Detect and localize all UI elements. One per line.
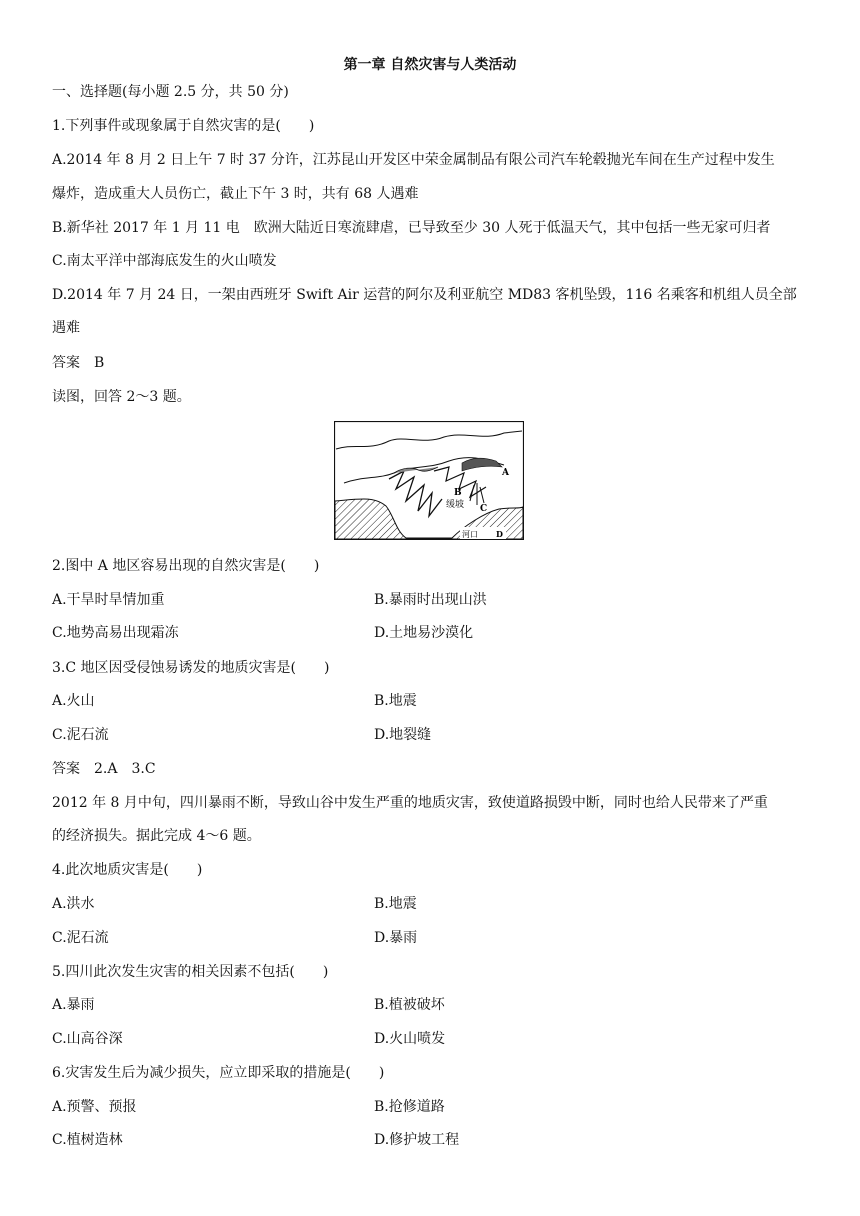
q3-option-c: C.泥石流 (52, 727, 109, 743)
label-c: C (480, 504, 488, 514)
q3-stem: 3.C 地区因受侵蚀易诱发的地质灾害是( ) (52, 660, 330, 676)
q4-option-a: A.洪水 (52, 896, 95, 912)
intro-q2-q3: 读图，回答 2～3 题。 (52, 389, 191, 405)
q2-option-b: B.暴雨时出现山洪 (374, 592, 487, 608)
terrain-diagram (334, 421, 524, 540)
q6-option-b: B.抢修道路 (374, 1099, 445, 1115)
q6-stem: 6.灾害发生后为减少损失，应立即采取的措施是( ) (52, 1065, 385, 1081)
q4-option-d: D.暴雨 (374, 930, 418, 946)
q2-option-d: D.土地易沙漠化 (374, 625, 474, 641)
label-b: B (454, 488, 462, 498)
q1-option-d-line1: D.2014 年 7 月 24 日，一架由西班牙 Swift Air 运营的阿尔及利亚航空 MD83 客机坠毁，116 名乘客和机组人员全部 (52, 287, 797, 303)
q3-option-b: B.地震 (374, 693, 417, 709)
answer-q2-q3: 答案 2.A 3.C (52, 761, 156, 777)
q1-answer: 答案 B (52, 355, 105, 371)
q5-option-a: A.暴雨 (52, 997, 95, 1013)
q1-option-a-line1: A.2014 年 8 月 2 日上午 7 时 37 分许，江苏昆山开发区中荣金属制品有限公司汽车轮毂抛光车间在生产过程中发生 (52, 152, 775, 168)
q6-option-a: A.预警、预报 (52, 1099, 137, 1115)
q3-option-a: A.火山 (52, 693, 95, 709)
q6-option-c: C.植树造林 (52, 1132, 123, 1148)
q1-option-b: B.新华社 2017 年 1 月 11 电 欧洲大陆近日寒流肆虐，已导致至少 30 人死于低温天气，其中包括一些无家可归者 (52, 220, 771, 236)
q2-option-a: A.干旱时旱情加重 (52, 592, 165, 608)
q4-option-c: C.泥石流 (52, 930, 109, 946)
q3-option-d: D.地裂缝 (374, 727, 432, 743)
intro-q4-q6-line1: 2012 年 8 月中旬，四川暴雨不断，导致山谷中发生严重的地质灾害，致使道路损毁中断，同时也给人民带来了严重 (52, 795, 768, 811)
intro-q4-q6-line2: 的经济损失。据此完成 4～6 题。 (52, 828, 261, 844)
q6-option-d: D.修护坡工程 (374, 1132, 460, 1148)
q2-stem: 2.图中 A 地区容易出现的自然灾害是( ) (52, 558, 320, 574)
q5-option-c: C.山高谷深 (52, 1031, 123, 1047)
q4-option-b: B.地震 (374, 896, 417, 912)
label-a: A (502, 468, 509, 478)
q1-option-c: C.南太平洋中部海底发生的火山喷发 (52, 253, 277, 269)
label-river-mouth: 河口 (462, 530, 478, 539)
label-slope: 缓坡 (446, 500, 465, 510)
q1-option-a-line2: 爆炸，造成重大人员伤亡，截止下午 3 时，共有 68 人遇难 (52, 186, 419, 202)
q1-stem: 1.下列事件或现象属于自然灾害的是( ) (52, 118, 315, 134)
q5-option-d: D.火山喷发 (374, 1031, 446, 1047)
q5-option-b: B.植被破坏 (374, 997, 445, 1013)
section-heading: 一、选择题(每小题 2.5 分，共 50 分) (52, 84, 289, 100)
q5-stem: 5.四川此次发生灾害的相关因素不包括( ) (52, 964, 329, 980)
q4-stem: 4.此次地质灾害是( ) (52, 862, 203, 878)
label-d: D (496, 529, 503, 539)
q2-option-c: C.地势高易出现霜冻 (52, 625, 179, 641)
chapter-title: 第一章 自然灾害与人类活动 (343, 57, 517, 73)
q1-option-d-line2: 遇难 (52, 320, 80, 336)
